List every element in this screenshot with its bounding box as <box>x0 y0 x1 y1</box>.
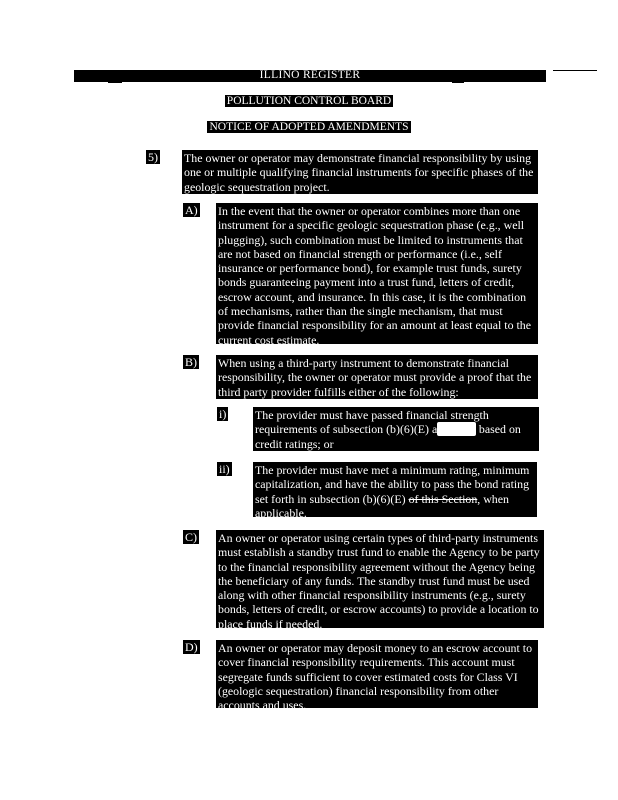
struck-text: of this Section <box>408 491 478 506</box>
notice-title: NOTICE OF ADOPTED AMENDMENTS <box>209 121 409 133</box>
item-d-text: An owner or operator may deposit money to an escrow account to cover financial responsibility requirements. This account must segregate funds sufficient to cover estimated costs for Class VI (geologic sequestration) financial responsibility from other accounts and uses. <box>216 640 538 708</box>
redaction-mark <box>437 422 476 436</box>
item-a-marker: A) <box>185 203 198 217</box>
item-a-text: In the event that the owner or operator combines more than one instrument for a specific geologic sequestration phase (e.g., well plugging), such combination must be limited to instruments that are not based on financial strength or performance (i.e., self insurance or performance bond), for example trust funds, surety bonds guaranteeing payment into a trust fund, letters of credit, escrow account, and insurance. In this case, it is the combination of mechanisms, rather than the single mechanism, that must provide financial responsibility for an amount at least equal to the current cost estimate. <box>216 203 538 344</box>
item-5-text: The owner or operator may demonstrate financial responsibility by using one or multiple qualifying financial instruments for specific phases of the geologic sequestration project. <box>182 150 538 194</box>
item-c-marker: C) <box>185 530 197 544</box>
header-dash <box>553 70 597 71</box>
header-underline-left <box>108 82 122 83</box>
item-b-ii-marker: ii) <box>219 462 230 476</box>
board-title: POLLUTION CONTROL BOARD <box>226 95 392 107</box>
item-5-marker: 5) <box>148 150 158 164</box>
item-b-i-marker: i) <box>219 407 227 421</box>
item-b-i-text: The provider must have passed financial strength requirements of subsection (b)(6)(E) a based on credit ratings; or <box>253 407 539 451</box>
item-b-marker: B) <box>185 355 197 369</box>
item-b-text: When using a third-party instrument to demonstrate financial responsibility, the owner or operator must provide a proof that the third party provider fulfills either of the following: <box>216 355 538 399</box>
register-title: ILLINO REGISTER <box>259 69 361 81</box>
header-underline-right <box>452 82 464 83</box>
item-b-ii-text: The provider must have met a minimum rating, minimum capitalization, and have the ability to pass the bond rating set forth in subsection (b)(6)(E) of this Section, when applicable. <box>253 462 537 517</box>
item-d-marker: D) <box>185 640 198 654</box>
item-c-text: An owner or operator using certain types of third-party instruments must establish a standby trust fund to enable the Agency to be party to the financial responsibility agreement without the Agency being the beneficiary of any funds. The standby trust fund must be used along with other financial responsibility instruments (e.g., surety bonds, letters of credit, or escrow accounts) to provide a location to place funds if needed. <box>216 530 544 628</box>
